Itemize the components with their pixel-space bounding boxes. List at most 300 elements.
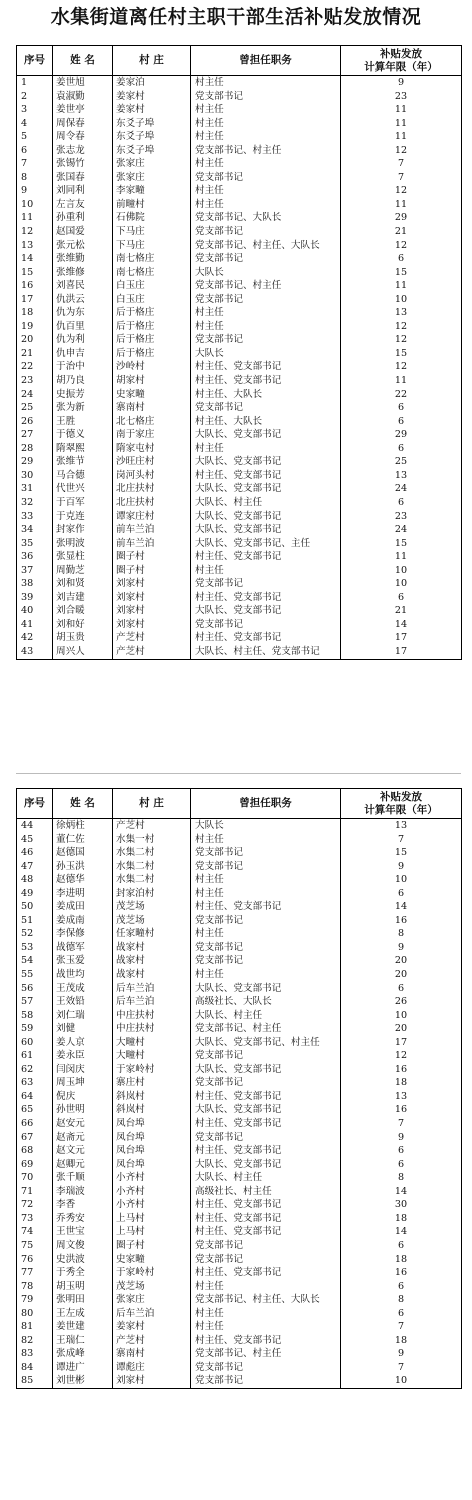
table-body bbox=[17, 76, 462, 660]
row-number: 59 bbox=[17, 1022, 53, 1036]
person-name: 姜人京 bbox=[53, 1036, 113, 1050]
table-row bbox=[17, 604, 462, 618]
row-number: 34 bbox=[17, 523, 53, 537]
person-name: 刘喜民 bbox=[53, 279, 113, 293]
row-number: 18 bbox=[17, 306, 53, 320]
person-name: 李保修 bbox=[53, 927, 113, 941]
village-name: 姜家泊 bbox=[113, 76, 191, 90]
table-row bbox=[17, 388, 462, 402]
duty-text: 党支部书记 bbox=[191, 860, 341, 874]
table-row bbox=[17, 266, 462, 280]
village-name: 寨南村 bbox=[113, 1347, 191, 1361]
row-number: 77 bbox=[17, 1266, 53, 1280]
village-name: 后于格庄 bbox=[113, 347, 191, 361]
subsidy-years: 11 bbox=[341, 198, 462, 212]
duty-text: 村主任 bbox=[191, 442, 341, 456]
row-number: 32 bbox=[17, 496, 53, 510]
village-name: 李家疃 bbox=[113, 184, 191, 198]
row-number: 73 bbox=[17, 1212, 53, 1226]
village-name: 上马村 bbox=[113, 1212, 191, 1226]
duty-text: 村主任 bbox=[191, 1280, 341, 1294]
row-number: 44 bbox=[17, 819, 53, 833]
village-name: 中庄扶村 bbox=[113, 1009, 191, 1023]
village-name: 水集一村 bbox=[113, 833, 191, 847]
person-name: 张元松 bbox=[53, 239, 113, 253]
person-name: 谭进广 bbox=[53, 1361, 113, 1375]
row-number: 21 bbox=[17, 347, 53, 361]
table-row bbox=[17, 1253, 462, 1267]
row-number: 55 bbox=[17, 968, 53, 982]
row-number: 64 bbox=[17, 1090, 53, 1104]
village-name: 于家岭村 bbox=[113, 1063, 191, 1077]
village-name: 下马庄 bbox=[113, 239, 191, 253]
duty-text: 村主任、党支部书记 bbox=[191, 1117, 341, 1131]
village-name: 后车兰泊 bbox=[113, 1307, 191, 1321]
village-name: 北庄扶村 bbox=[113, 482, 191, 496]
row-number: 43 bbox=[17, 645, 53, 659]
person-name: 张志龙 bbox=[53, 144, 113, 158]
row-number: 49 bbox=[17, 887, 53, 901]
row-number: 65 bbox=[17, 1103, 53, 1117]
person-name: 仇申吉 bbox=[53, 347, 113, 361]
row-number: 51 bbox=[17, 914, 53, 928]
row-number: 66 bbox=[17, 1117, 53, 1131]
duty-text: 大队长、党支部书记 bbox=[191, 982, 341, 996]
person-name: 于百军 bbox=[53, 496, 113, 510]
subsidy-years: 18 bbox=[341, 1076, 462, 1090]
subsidy-years: 10 bbox=[341, 293, 462, 307]
table-row bbox=[17, 117, 462, 131]
row-number: 54 bbox=[17, 954, 53, 968]
header-years-line2: 计算年限（年） bbox=[364, 803, 438, 816]
duty-text: 村主任 bbox=[191, 103, 341, 117]
person-name: 刘和贤 bbox=[53, 577, 113, 591]
person-name: 闫闵庆 bbox=[53, 1063, 113, 1077]
subsidy-years: 9 bbox=[341, 941, 462, 955]
table-row bbox=[17, 968, 462, 982]
row-number: 16 bbox=[17, 279, 53, 293]
village-name: 谭家庄村 bbox=[113, 510, 191, 524]
village-name: 下马庄 bbox=[113, 225, 191, 239]
header-years-line2: 计算年限（年） bbox=[364, 60, 438, 73]
person-name: 周兴人 bbox=[53, 645, 113, 659]
row-number: 36 bbox=[17, 550, 53, 564]
subsidy-years: 26 bbox=[341, 995, 462, 1009]
duty-text: 村主任 bbox=[191, 198, 341, 212]
village-name: 后于格庄 bbox=[113, 306, 191, 320]
subsidy-years: 18 bbox=[341, 1334, 462, 1348]
person-name: 刘吉建 bbox=[53, 591, 113, 605]
person-name: 张维修 bbox=[53, 266, 113, 280]
subsidy-years: 12 bbox=[341, 360, 462, 374]
village-name: 小齐村 bbox=[113, 1185, 191, 1199]
row-number: 45 bbox=[17, 833, 53, 847]
duty-text: 村主任 bbox=[191, 306, 341, 320]
row-number: 28 bbox=[17, 442, 53, 456]
person-name: 李进明 bbox=[53, 887, 113, 901]
table-row bbox=[17, 1198, 462, 1212]
table-row bbox=[17, 455, 462, 469]
table-row bbox=[17, 401, 462, 415]
table-row bbox=[17, 914, 462, 928]
table-row bbox=[17, 442, 462, 456]
subsidy-years: 15 bbox=[341, 347, 462, 361]
duty-text: 村主任、党支部书记 bbox=[191, 360, 341, 374]
subsidy-years: 14 bbox=[341, 1225, 462, 1239]
person-name: 仇百里 bbox=[53, 320, 113, 334]
row-number: 17 bbox=[17, 293, 53, 307]
subsidy-years: 6 bbox=[341, 1239, 462, 1253]
table-row bbox=[17, 360, 462, 374]
row-number: 80 bbox=[17, 1307, 53, 1321]
table-row bbox=[17, 428, 462, 442]
village-name: 隋家屯村 bbox=[113, 442, 191, 456]
person-name: 孙重利 bbox=[53, 211, 113, 225]
village-name: 刘家村 bbox=[113, 604, 191, 618]
duty-text: 党支部书记、村主任 bbox=[191, 279, 341, 293]
person-name: 张国春 bbox=[53, 171, 113, 185]
subsidy-years: 6 bbox=[341, 1144, 462, 1158]
table-row bbox=[17, 537, 462, 551]
village-name: 水集二村 bbox=[113, 860, 191, 874]
subsidy-years: 10 bbox=[341, 1374, 462, 1388]
duty-text: 村主任 bbox=[191, 927, 341, 941]
table-row bbox=[17, 1158, 462, 1172]
subsidy-years: 11 bbox=[341, 550, 462, 564]
subsidy-years: 7 bbox=[341, 1361, 462, 1375]
person-name: 战世均 bbox=[53, 968, 113, 982]
duty-text: 村主任、大队长 bbox=[191, 415, 341, 429]
row-number: 61 bbox=[17, 1049, 53, 1063]
subsidy-years: 6 bbox=[341, 1158, 462, 1172]
header-name: 姓 名 bbox=[53, 46, 113, 76]
table-row bbox=[17, 631, 462, 645]
village-name: 产芝村 bbox=[113, 631, 191, 645]
duty-text: 村主任 bbox=[191, 76, 341, 90]
person-name: 张为新 bbox=[53, 401, 113, 415]
person-name: 于克连 bbox=[53, 510, 113, 524]
table-row bbox=[17, 846, 462, 860]
table-row bbox=[17, 279, 462, 293]
village-name: 沙岭村 bbox=[113, 360, 191, 374]
row-number: 52 bbox=[17, 927, 53, 941]
header-years bbox=[341, 46, 462, 76]
village-name: 后于格庄 bbox=[113, 320, 191, 334]
village-name: 南七格庄 bbox=[113, 252, 191, 266]
person-name: 胡玉明 bbox=[53, 1280, 113, 1294]
subsidy-years: 9 bbox=[341, 76, 462, 90]
duty-text: 大队长、村主任、党支部书记 bbox=[191, 645, 341, 659]
table-row bbox=[17, 954, 462, 968]
person-name: 周勤芝 bbox=[53, 564, 113, 578]
subsidy-years: 11 bbox=[341, 117, 462, 131]
table-row bbox=[17, 941, 462, 955]
village-name: 茂芝场 bbox=[113, 914, 191, 928]
village-name: 白玉庄 bbox=[113, 279, 191, 293]
row-number: 35 bbox=[17, 537, 53, 551]
row-number: 12 bbox=[17, 225, 53, 239]
subsidy-years: 20 bbox=[341, 954, 462, 968]
subsidy-years: 11 bbox=[341, 374, 462, 388]
village-name: 寨南村 bbox=[113, 401, 191, 415]
village-name: 凤台埠 bbox=[113, 1144, 191, 1158]
person-name: 封家作 bbox=[53, 523, 113, 537]
table-row bbox=[17, 1239, 462, 1253]
row-number: 62 bbox=[17, 1063, 53, 1077]
duty-text: 村主任 bbox=[191, 157, 341, 171]
table-row bbox=[17, 873, 462, 887]
subsidy-years: 6 bbox=[341, 1280, 462, 1294]
village-name: 东爻子埠 bbox=[113, 117, 191, 131]
duty-text: 大队长、村主任 bbox=[191, 1171, 341, 1185]
village-name: 沙旺庄村 bbox=[113, 455, 191, 469]
person-name: 王效铅 bbox=[53, 995, 113, 1009]
person-name: 刘世彬 bbox=[53, 1374, 113, 1388]
village-name: 水集二村 bbox=[113, 846, 191, 860]
subsidy-years: 13 bbox=[341, 306, 462, 320]
duty-text: 村主任、党支部书记 bbox=[191, 631, 341, 645]
subsidy-years: 8 bbox=[341, 1293, 462, 1307]
subsidy-years: 12 bbox=[341, 144, 462, 158]
person-name: 刘合暖 bbox=[53, 604, 113, 618]
duty-text: 村主任、大队长 bbox=[191, 388, 341, 402]
subsidy-years: 17 bbox=[341, 1036, 462, 1050]
row-number: 58 bbox=[17, 1009, 53, 1023]
table-row bbox=[17, 564, 462, 578]
duty-text: 大队长、党支部书记 bbox=[191, 1063, 341, 1077]
person-name: 胡玉贵 bbox=[53, 631, 113, 645]
row-number: 22 bbox=[17, 360, 53, 374]
village-name: 寨庄村 bbox=[113, 1076, 191, 1090]
header-years bbox=[341, 789, 462, 819]
village-name: 茂芝场 bbox=[113, 900, 191, 914]
subsidy-years: 13 bbox=[341, 469, 462, 483]
row-number: 8 bbox=[17, 171, 53, 185]
table-row bbox=[17, 1063, 462, 1077]
row-number: 20 bbox=[17, 333, 53, 347]
duty-text: 党支部书记 bbox=[191, 954, 341, 968]
duty-text: 大队长、党支部书记 bbox=[191, 510, 341, 524]
duty-text: 村主任、党支部书记 bbox=[191, 1334, 341, 1348]
row-number: 48 bbox=[17, 873, 53, 887]
table-row bbox=[17, 591, 462, 605]
table-row bbox=[17, 1334, 462, 1348]
row-number: 78 bbox=[17, 1280, 53, 1294]
subsidy-years: 23 bbox=[341, 510, 462, 524]
duty-text: 大队长、党支部书记 bbox=[191, 523, 341, 537]
table-row bbox=[17, 982, 462, 996]
subsidy-years: 15 bbox=[341, 266, 462, 280]
duty-text: 党支部书记 bbox=[191, 171, 341, 185]
table-row bbox=[17, 1280, 462, 1294]
row-number: 68 bbox=[17, 1144, 53, 1158]
village-name: 中庄扶村 bbox=[113, 1022, 191, 1036]
village-name: 东爻子埠 bbox=[113, 144, 191, 158]
row-number: 67 bbox=[17, 1131, 53, 1145]
subsidy-years: 16 bbox=[341, 914, 462, 928]
duty-text: 党支部书记 bbox=[191, 225, 341, 239]
duty-text: 党支部书记、村主任、大队长 bbox=[191, 1293, 341, 1307]
village-name: 谭彪庄 bbox=[113, 1361, 191, 1375]
row-number: 56 bbox=[17, 982, 53, 996]
subsidy-years: 9 bbox=[341, 860, 462, 874]
village-name: 小齐村 bbox=[113, 1171, 191, 1185]
village-name: 姜家村 bbox=[113, 1320, 191, 1334]
person-name: 赵卿元 bbox=[53, 1158, 113, 1172]
table-row bbox=[17, 252, 462, 266]
duty-text: 高级社长、大队长 bbox=[191, 995, 341, 1009]
header-duty: 曾担任职务 bbox=[191, 789, 341, 819]
village-name: 张家庄 bbox=[113, 1293, 191, 1307]
table-row bbox=[17, 1036, 462, 1050]
section-divider bbox=[16, 773, 461, 774]
table-row bbox=[17, 198, 462, 212]
row-number: 75 bbox=[17, 1239, 53, 1253]
person-name: 赵国爱 bbox=[53, 225, 113, 239]
village-name: 刘家村 bbox=[113, 591, 191, 605]
person-name: 代世兴 bbox=[53, 482, 113, 496]
table-row bbox=[17, 900, 462, 914]
table-row bbox=[17, 415, 462, 429]
duty-text: 大队长 bbox=[191, 266, 341, 280]
duty-text: 村主任、党支部书记 bbox=[191, 469, 341, 483]
table-row bbox=[17, 887, 462, 901]
village-name: 产芝村 bbox=[113, 645, 191, 659]
row-number: 39 bbox=[17, 591, 53, 605]
village-name: 前车兰泊 bbox=[113, 537, 191, 551]
header-years-line1: 补贴发放 bbox=[380, 790, 422, 803]
row-number: 30 bbox=[17, 469, 53, 483]
row-number: 53 bbox=[17, 941, 53, 955]
village-name: 茂芝场 bbox=[113, 1280, 191, 1294]
row-number: 10 bbox=[17, 198, 53, 212]
duty-text: 村主任 bbox=[191, 968, 341, 982]
duty-text: 大队长、党支部书记、村主任 bbox=[191, 1036, 341, 1050]
table-row bbox=[17, 374, 462, 388]
subsidy-years: 14 bbox=[341, 900, 462, 914]
subsidy-years: 29 bbox=[341, 211, 462, 225]
person-name: 姜世建 bbox=[53, 1320, 113, 1334]
person-name: 于秀全 bbox=[53, 1266, 113, 1280]
row-number: 24 bbox=[17, 388, 53, 402]
duty-text: 村主任 bbox=[191, 117, 341, 131]
table-row bbox=[17, 171, 462, 185]
person-name: 史洪波 bbox=[53, 1253, 113, 1267]
village-name: 岗河头村 bbox=[113, 469, 191, 483]
table-row bbox=[17, 1307, 462, 1321]
subsidy-years: 15 bbox=[341, 846, 462, 860]
village-name: 凤台埠 bbox=[113, 1158, 191, 1172]
duty-text: 村主任 bbox=[191, 564, 341, 578]
person-name: 张成峰 bbox=[53, 1347, 113, 1361]
subsidy-years: 11 bbox=[341, 279, 462, 293]
subsidy-years: 20 bbox=[341, 1022, 462, 1036]
duty-text: 党支部书记、村主任 bbox=[191, 144, 341, 158]
subsidy-table-part-2 bbox=[16, 788, 462, 1389]
table-row bbox=[17, 833, 462, 847]
header-no: 序号 bbox=[17, 46, 53, 76]
subsidy-years: 24 bbox=[341, 523, 462, 537]
row-number: 25 bbox=[17, 401, 53, 415]
village-name: 南于家庄 bbox=[113, 428, 191, 442]
person-name: 左言友 bbox=[53, 198, 113, 212]
table-row bbox=[17, 577, 462, 591]
row-number: 85 bbox=[17, 1374, 53, 1388]
table-row bbox=[17, 347, 462, 361]
subsidy-years: 23 bbox=[341, 90, 462, 104]
row-number: 7 bbox=[17, 157, 53, 171]
duty-text: 村主任 bbox=[191, 873, 341, 887]
person-name: 姜永臣 bbox=[53, 1049, 113, 1063]
row-number: 63 bbox=[17, 1076, 53, 1090]
person-name: 赵安元 bbox=[53, 1117, 113, 1131]
village-name: 任家疃村 bbox=[113, 927, 191, 941]
row-number: 72 bbox=[17, 1198, 53, 1212]
table-row bbox=[17, 1131, 462, 1145]
table-row bbox=[17, 1049, 462, 1063]
duty-text: 党支部书记 bbox=[191, 1374, 341, 1388]
person-name: 张明田 bbox=[53, 1293, 113, 1307]
duty-text: 党支部书记 bbox=[191, 618, 341, 632]
row-number: 83 bbox=[17, 1347, 53, 1361]
row-number: 31 bbox=[17, 482, 53, 496]
row-number: 74 bbox=[17, 1225, 53, 1239]
village-name: 刘家村 bbox=[113, 1374, 191, 1388]
subsidy-years: 9 bbox=[341, 1131, 462, 1145]
duty-text: 党支部书记 bbox=[191, 914, 341, 928]
table-row bbox=[17, 211, 462, 225]
table-row bbox=[17, 333, 462, 347]
subsidy-years: 13 bbox=[341, 1090, 462, 1104]
village-name: 后车兰泊 bbox=[113, 995, 191, 1009]
village-name: 凤台埠 bbox=[113, 1117, 191, 1131]
subsidy-years: 6 bbox=[341, 887, 462, 901]
person-name: 乔秀安 bbox=[53, 1212, 113, 1226]
subsidy-years: 12 bbox=[341, 239, 462, 253]
table-row bbox=[17, 1022, 462, 1036]
subsidy-years: 7 bbox=[341, 171, 462, 185]
duty-text: 党支部书记、村主任、大队长 bbox=[191, 239, 341, 253]
duty-text: 村主任、党支部书记 bbox=[191, 1212, 341, 1226]
duty-text: 村主任 bbox=[191, 1320, 341, 1334]
subsidy-years: 11 bbox=[341, 103, 462, 117]
person-name: 张维勤 bbox=[53, 252, 113, 266]
row-number: 38 bbox=[17, 577, 53, 591]
duty-text: 党支部书记、大队长 bbox=[191, 211, 341, 225]
row-number: 76 bbox=[17, 1253, 53, 1267]
duty-text: 党支部书记 bbox=[191, 846, 341, 860]
person-name: 于德义 bbox=[53, 428, 113, 442]
subsidy-years: 8 bbox=[341, 1171, 462, 1185]
subsidy-years: 10 bbox=[341, 564, 462, 578]
person-name: 孙世明 bbox=[53, 1103, 113, 1117]
subsidy-years: 20 bbox=[341, 968, 462, 982]
village-name: 凤台埠 bbox=[113, 1131, 191, 1145]
duty-text: 党支部书记 bbox=[191, 293, 341, 307]
table-row bbox=[17, 523, 462, 537]
subsidy-years: 8 bbox=[341, 927, 462, 941]
subsidy-years: 16 bbox=[341, 1103, 462, 1117]
table-row bbox=[17, 1009, 462, 1023]
person-name: 赵德华 bbox=[53, 873, 113, 887]
table-row bbox=[17, 550, 462, 564]
table-row bbox=[17, 184, 462, 198]
village-name: 东爻子埠 bbox=[113, 130, 191, 144]
person-name: 王胜 bbox=[53, 415, 113, 429]
person-name: 姜成田 bbox=[53, 900, 113, 914]
subsidy-years: 12 bbox=[341, 184, 462, 198]
subsidy-years: 10 bbox=[341, 577, 462, 591]
